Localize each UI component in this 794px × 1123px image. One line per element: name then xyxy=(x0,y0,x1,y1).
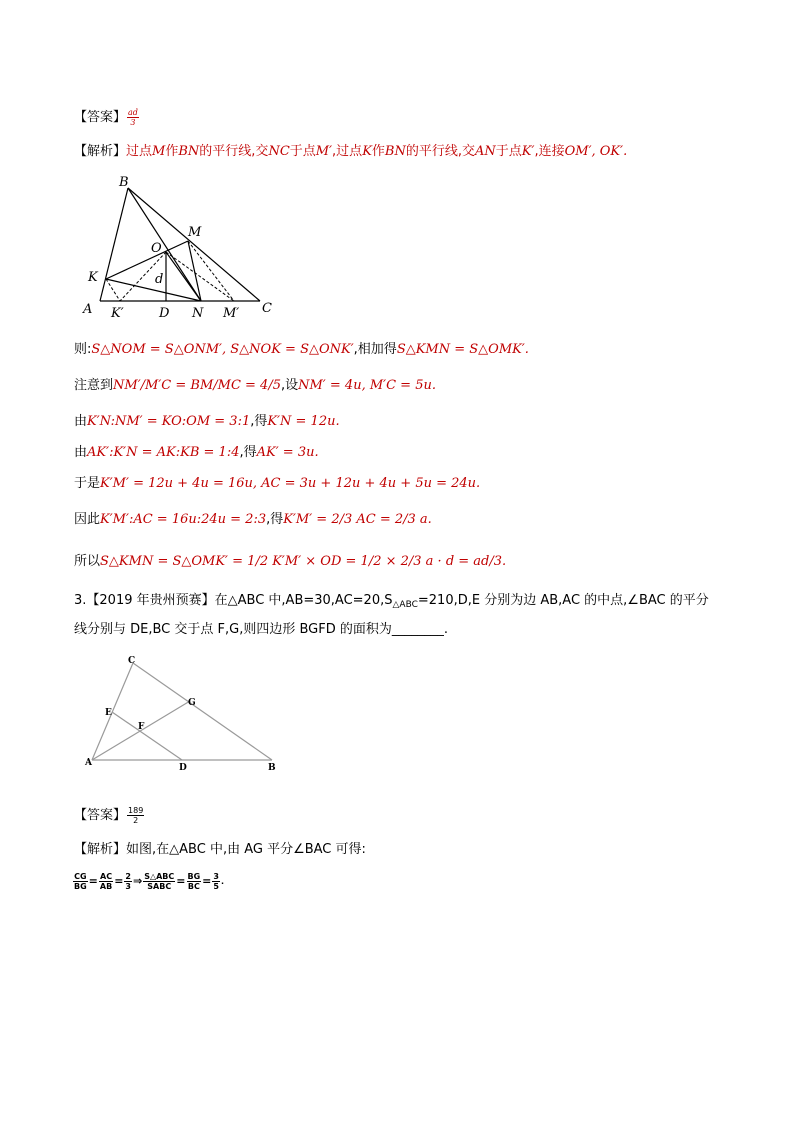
label-Mprime: M′ xyxy=(223,306,240,321)
problem-subscript: △ABC xyxy=(392,600,418,610)
step-prefix: 所以 xyxy=(74,554,101,569)
text-span: 作 xyxy=(371,144,385,159)
label-d: d xyxy=(155,272,164,287)
step-math: S△KMN = S△OMK′ = 1/2 K′M′ × OD = 1/2 × 2/3 a · d = ad/3. xyxy=(100,554,507,569)
fraction-numerator: 3 xyxy=(213,872,219,881)
figure-1-triangle xyxy=(78,172,288,322)
fraction-denominator: 5 xyxy=(213,882,219,891)
text-span: 的平行线,交 xyxy=(405,144,475,159)
label-M: M xyxy=(188,225,202,240)
answer-fraction xyxy=(127,108,139,127)
step-7 xyxy=(74,554,506,570)
fraction-numerator: 2 xyxy=(125,872,131,881)
step-6 xyxy=(74,512,432,528)
step-math: AK′ = 3u. xyxy=(256,445,319,460)
problem-text: 在△ABC 中,AB=30,AC=20,S xyxy=(214,593,393,608)
step-prefix: 注意到 xyxy=(74,378,114,393)
fraction-denominator: 3 xyxy=(130,118,136,127)
math-span: AN xyxy=(475,144,496,159)
answer-1 xyxy=(74,108,140,127)
step-math: AK′:K′N = AK:KB = 1:4 xyxy=(87,445,240,460)
equals-sign: = xyxy=(202,874,212,888)
math-span: BN xyxy=(384,144,406,159)
formula-fraction xyxy=(143,872,175,891)
fraction-numerator: 189 xyxy=(128,806,144,815)
formula-fraction xyxy=(212,872,220,891)
label-G: G xyxy=(188,698,196,708)
math-span: M xyxy=(152,144,166,159)
step-3 xyxy=(74,414,340,430)
step-1 xyxy=(74,342,529,358)
problem-number: 3. xyxy=(74,593,87,608)
label-E: E xyxy=(105,708,112,718)
formula-fraction xyxy=(99,872,113,891)
text-span: 于点 xyxy=(289,144,316,159)
math-span: BN xyxy=(178,144,200,159)
step-math: NM′/M′C = BM/MC = 4/5 xyxy=(113,378,281,393)
math-span: M′ xyxy=(315,144,333,159)
fraction-denominator: BC xyxy=(187,882,200,891)
label-F: F xyxy=(138,722,145,732)
formula-fraction xyxy=(73,872,88,891)
step-suffix: ,得 xyxy=(266,512,284,527)
label-A: A xyxy=(83,302,93,317)
step-5 xyxy=(74,476,480,492)
fraction-numerator: CG xyxy=(74,872,87,881)
solution-3-formula xyxy=(72,872,224,891)
formula-fraction xyxy=(187,872,202,891)
problem-3-line-1 xyxy=(74,593,709,610)
problem-3-line-2 xyxy=(74,622,448,638)
step-4 xyxy=(74,445,319,461)
math-span: K′ xyxy=(521,144,535,159)
step-math: S△NOM = S△ONM′, S△NOK = S△ONK′ xyxy=(91,342,354,357)
label-C: C xyxy=(128,656,136,666)
step-math: K′N:NM′ = KO:OM = 3:1 xyxy=(87,414,251,429)
label-K: K xyxy=(88,270,98,285)
solution-1-intro xyxy=(74,144,627,160)
answer-fraction xyxy=(127,806,144,825)
fraction-denominator: AB xyxy=(99,882,113,891)
figure-2-triangle xyxy=(82,655,282,773)
math-span: . xyxy=(623,144,628,159)
fraction-denominator: 3 xyxy=(125,882,131,891)
step-suffix: ,得 xyxy=(250,414,268,429)
step-math: NM′ = 4u, M′C = 5u. xyxy=(298,378,436,393)
solution-text: 如图,在△ABC 中,由 AG 平分∠BAC 可得: xyxy=(126,842,366,857)
step-math: K′M′ = 2/3 AC = 2/3 a. xyxy=(283,512,432,527)
text-span: 作 xyxy=(165,144,179,159)
text-span: 于点 xyxy=(495,144,522,159)
problem-text: 线分别与 DE,BC 交于点 F,G,则四边形 BGFD 的面积为 xyxy=(74,622,392,637)
period: . xyxy=(220,877,225,886)
solution-3-intro xyxy=(74,842,366,858)
label-D: D xyxy=(179,763,187,773)
step-suffix: ,设 xyxy=(280,378,299,393)
step-math: K′M′:AC = 16u:24u = 2:3 xyxy=(100,512,267,527)
equals-sign: = xyxy=(114,874,124,888)
step-prefix: 则: xyxy=(74,342,92,357)
fraction-numerator: BG xyxy=(187,872,201,881)
label-O: O xyxy=(151,241,162,256)
problem-text: =210,D,E 分别为边 AB,AC 的中点,∠BAC 的平分 xyxy=(417,593,709,608)
fraction-numerator: AC xyxy=(100,872,113,881)
text-span: ,过点 xyxy=(332,144,363,159)
step-math: S△KMN = S△OMK′. xyxy=(396,342,529,357)
implies-arrow: ⇒ xyxy=(132,874,143,888)
label-A: A xyxy=(85,758,92,768)
step-math: K′M′ = 12u + 4u = 16u, AC = 3u + 12u + 4u + 5u = 24u. xyxy=(100,476,481,491)
math-span: OM′, OK′ xyxy=(564,144,624,159)
step-prefix: 于是 xyxy=(74,476,101,491)
solution-tag: 【解析】 xyxy=(74,144,127,159)
step-prefix: 由 xyxy=(74,414,88,429)
answer-3 xyxy=(74,806,145,825)
label-D: D xyxy=(159,306,170,321)
equals-sign: = xyxy=(176,874,186,888)
fraction-denominator: SABC xyxy=(147,882,172,891)
answer-tag: 【答案】 xyxy=(74,808,127,823)
step-2 xyxy=(74,378,436,394)
answer-tag: 【答案】 xyxy=(74,110,127,125)
equals-sign: = xyxy=(88,874,98,888)
step-suffix: ,相加得 xyxy=(353,342,397,357)
math-span: K xyxy=(362,144,372,159)
step-prefix: 由 xyxy=(74,445,88,460)
label-C: C xyxy=(262,301,272,316)
fraction-denominator: 2 xyxy=(133,816,139,825)
solution-tag: 【解析】 xyxy=(74,842,127,857)
formula-fraction xyxy=(124,872,132,891)
label-B: B xyxy=(119,175,129,190)
text-span: ,连接 xyxy=(534,144,565,159)
label-B: B xyxy=(268,763,276,773)
fraction-numerator: S△ABC xyxy=(144,872,175,881)
fraction-denominator: BG xyxy=(74,882,87,891)
fraction-numerator: ad xyxy=(128,108,138,117)
label-N: N xyxy=(192,306,204,321)
problem-source: 【2019 年贵州预赛】 xyxy=(86,593,215,608)
step-math: K′N = 12u. xyxy=(267,414,340,429)
answer-blank: ________ xyxy=(391,622,444,637)
step-prefix: 因此 xyxy=(74,512,101,527)
problem-text: . xyxy=(443,622,448,637)
text-span: 的平行线,交 xyxy=(199,144,269,159)
text-span: 过点 xyxy=(126,144,153,159)
math-span: NC xyxy=(268,144,290,159)
step-suffix: ,得 xyxy=(239,445,257,460)
label-Kprime: K′ xyxy=(111,306,124,321)
